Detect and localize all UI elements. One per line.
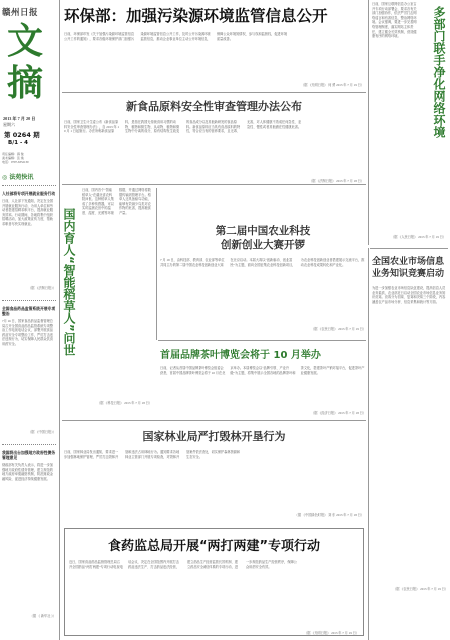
sidebar-divider	[2, 300, 56, 301]
section-rule	[158, 340, 366, 341]
lead-title: 加强污染源环境监管信息公开	[126, 7, 328, 25]
drug-byline: （据 《光明日报》 2013 年 7 月 19 日）	[304, 631, 359, 635]
section-rule	[62, 420, 366, 421]
paper-name: 赣州日报	[2, 8, 39, 18]
food-law-body: 日前，国家卫生计生委公布《新食品原料安全性审查管理办法》，自 2013 年 10 月 1 日起施行。办法所称新食品原料，是指在我国无传统食用习惯的动物、植物和微生物，从动物、植物和微生物中分离的成分，原有结构发生改变的食品成分以及其他新研发的食品原料。新食品原料应当具有食品原料的特性，符合应当有的营养要求，且无毒、无害，对人体健康不造成任何急性、亚急性、慢性或者其他潜在性健康危害。	[64, 120, 302, 134]
lead-kicker: 环保部：	[64, 7, 127, 25]
phone-line: 电话：0797-6352130	[2, 160, 29, 164]
rice-title: 国内育人“智能稻草人”问世	[62, 208, 76, 356]
column-divider	[156, 188, 157, 340]
column-divider	[368, 0, 369, 245]
fair-title: 首届品牌茶叶博览会将于 10 月举办	[160, 350, 321, 361]
fair-byline: （据 《经济日报》 2013 年 7 月 18 日）	[311, 411, 366, 415]
rice-body: 日前，国内首个“智能稻草人”在湖北省农科院问世。这种稻草人集成了多种传感器，可以实时监测农田中的温度、湿度、光照等环境数据，并通过网络将数据传输到管理平台。稻草人还具备驱鸟功能，能够有效减少鸟类对农作物的危害，提高粮食产量。	[82, 188, 151, 215]
section-rule	[62, 184, 366, 185]
sidebar-article-title: 人社部将专项开展就业服务行动	[2, 192, 56, 196]
sidebar-header: ◎ 法苑快讯	[2, 174, 34, 181]
contest-title-line1: 第二届中国农业科技	[215, 225, 311, 237]
food-law-title: 新食品原料安全性审查管理办法公布	[126, 100, 302, 113]
rice-byline: （据 《科技日报》 2013 年 7 月 18 日）	[97, 401, 152, 405]
agri-byline: （据 《农民日报》 2013 年 7 月 19 日）	[393, 587, 448, 591]
agri-article	[372, 256, 448, 636]
lead-headline	[64, 6, 364, 26]
drug-title-c: 专项行动	[268, 539, 321, 554]
forest-body: 日前，国家林业局发出通知，要求进一步加强林地保护管理，严厉打击毁林开垦和违法占用林地行为。通知要求各地林业主管部门开展专项检查，对毁林开垦案件依法查处，切实保护森林资源和生态安全。	[64, 450, 241, 459]
drug-body: 近日，国家食品药品监督管理总局召开全国药品“两打两建”专项行动电视电话会议，决定在全国范围内开展打击药品违法生产、打击药品违法经营，建立药品生产经营监管长效机制、建立药品安全诚信体系的专项行动，进一步规范药品生产经营秩序，保障公众用药安全有效。	[69, 560, 297, 569]
sidebar-article-body: 7月 16 日，国家食品药品监督管理总局召开全国食品药品监管系统专项整治工作电视电话会议，部署开展食品药品安全专项整治工作，严厉打击违法违规行为，切实保障人民群众饮食用药安全。	[2, 319, 53, 346]
forest-byline: （据 《中国绿色时报》 刘 东 2013 年 7 月 18 日）	[294, 513, 364, 517]
masthead	[0, 0, 56, 170]
fair-body: 日前，记者从首届中国品牌茶叶博览会组委会获悉，首届中国品牌茶叶博览会将于 10 月在北京举办。本届博览会以“品牌引领、产业升级”为主题，将集中展示全国各地的品牌茶叶和茶文化，搭建茶叶产销对接平台，促进茶叶产业健康发展。	[160, 366, 365, 375]
right-top-byline: （据 《人民日报》 2013 年 7 月 19 日）	[391, 235, 446, 239]
contest-title-line2: 创新创业大赛开锣	[221, 239, 305, 251]
issue-date: 2013 年 7 月 20 日	[3, 116, 36, 121]
sidebar-article-title: 我国将出台加强地方政府性债务管理意见	[2, 451, 56, 460]
section-rule	[370, 248, 448, 249]
sidebar	[2, 172, 56, 638]
section-rule	[62, 92, 366, 93]
sidebar-divider	[2, 185, 56, 186]
sidebar-divider	[2, 444, 56, 445]
sidebar-article-title: 全国食品药品监管系统开展专项整治	[2, 307, 56, 316]
page-range: B/1 - 4	[8, 140, 28, 146]
designer-line: 美术编辑：张 焕	[2, 156, 24, 160]
food-law-byline: （据 《法制日报》 2013 年 7 月 18 日）	[309, 179, 364, 183]
column-divider	[59, 0, 60, 640]
section-char-wen: 文	[7, 20, 44, 62]
forest-article	[64, 428, 364, 524]
lead-article	[64, 6, 364, 88]
column-divider	[368, 248, 369, 640]
drug-title-a: 食药监总局开展	[107, 539, 199, 554]
lead-byline: （据 《光明日报》 何 勇 2013 年 7 月 19 日）	[301, 83, 364, 87]
sidebar-article	[2, 307, 56, 434]
drug-article	[64, 528, 364, 636]
right-top-title: 多部门联手净化网络环境	[432, 6, 446, 138]
sidebar-article	[2, 451, 56, 618]
contest-byline: （据 《农民日报》 2013 年 7 月 19 日）	[311, 327, 366, 331]
agri-title: 全国农业市场信息业务知识竞赛启动	[372, 257, 445, 279]
section-char-zhai: 摘	[7, 62, 44, 104]
forest-title: 国家林业局严打毁林开垦行为	[142, 430, 286, 443]
editor-line: 责任编辑：薛 俊	[2, 152, 24, 156]
contest-body: 7 月 19 日，由科技部、教育部、农业部等单位共同主办的第二届中国农业科技创新创业大赛在北京启动。本届大赛以“创新驱动、创业富民”为主题，面向全国征集农业科技创新项目，为农业科技创新创业者搭建展示交流平台，推动农业科技成果转化和产业化。	[160, 258, 365, 267]
sidebar-article-body: 日前，人社部下发通知，决定在全国开展就业服务行动，为用人单位和劳动者搭建招聘求职平台，提高就业服务效率。行动期间，各地将集中组织招聘活动，加大政策宣传力度，帮助求职者尽快实现就业。	[2, 199, 53, 226]
right-top-body: 日前，国家互联网信息办公室召开专项行动部署会，要求各有关部门加强协作，依法严厉打击网络谣言和有害信息，整治网络环境。会议强调，要进一步完善网络管理制度，落实网站主体责任，建立健全长效机制，营造健康有序的网络环境。	[372, 2, 417, 39]
fair-article	[160, 346, 366, 416]
drug-title	[65, 535, 363, 554]
sidebar-article-byline: （据 《法制日报》）	[28, 286, 56, 290]
food-law-article	[64, 98, 364, 183]
sidebar-article-body: 财政部有关负责人表示，将进一步加强地方政府性债务管理，建立规范的地方政府举债融资机制，防范财政金融风险，促进经济持续健康发展。	[2, 463, 53, 481]
drug-title-b: “两打两建”	[198, 539, 269, 554]
contest-article	[160, 224, 366, 336]
agri-body: 为进一步加强农业市场信息队伍建设，提高信息人员业务素质，农业部近日启动全国农业市场信息业务知识竞赛。竞赛分为初赛、复赛和决赛三个阶段，内容涵盖农产品市场分析、信息采集和统计等方面。	[372, 286, 446, 304]
sidebar-article	[2, 192, 56, 290]
lead-body: 日前，环保部印发《关于加强污染源环境监管信息公开工作的通知》，要求各级环境保护部门加强污染源环境监管信息公开工作，及时公开污染源环境监管信息，推动企业事业单位主动公开环境信息，保障公众环境知情权、参与权和监督权，促进环境质量改善。	[64, 32, 288, 41]
rice-article	[62, 188, 154, 416]
sidebar-article-byline: （据 《 新华社 》）	[29, 614, 56, 618]
issue-weekday: 星期六	[3, 122, 15, 127]
issue-number: 第 0264 期	[4, 131, 40, 139]
sidebar-article-byline: （据 《中国日报》）	[28, 430, 56, 434]
right-top-article	[372, 2, 448, 245]
